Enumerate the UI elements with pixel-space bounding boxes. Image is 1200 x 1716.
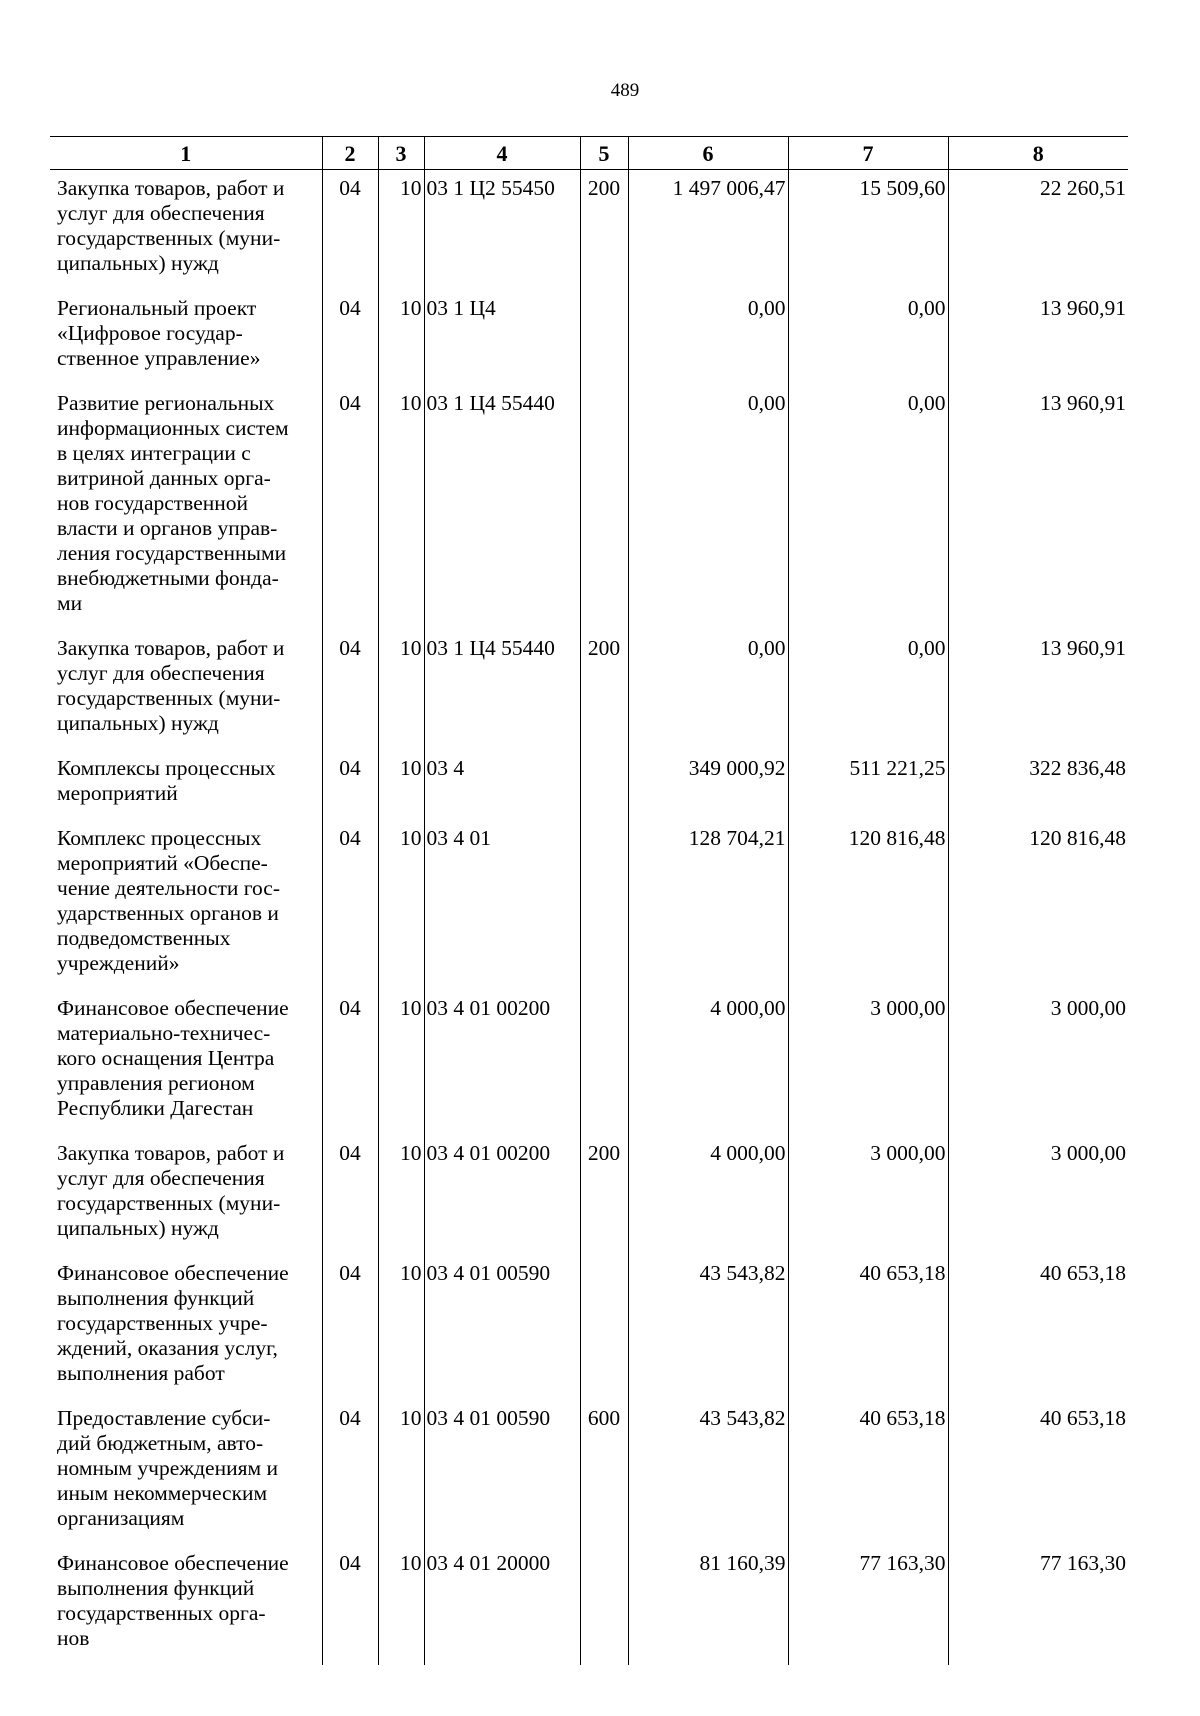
amount-column-6: 1 497 006,47 — [628, 170, 788, 291]
row-name-line: в целях интеграции с — [57, 441, 251, 465]
target-article-code: 03 4 01 00200 — [424, 990, 580, 1135]
table-row — [50, 385, 1128, 630]
row-name-line: Финансовое обеспечение — [57, 1261, 289, 1285]
column-header: 3 — [378, 137, 424, 170]
amount-column-7: 15 509,60 — [788, 170, 948, 291]
row-name-line: государственных (муни- — [57, 1191, 281, 1215]
expense-type-code — [580, 385, 628, 630]
target-article-code: 03 4 01 00590 — [424, 1255, 580, 1400]
amount-column-8: 3 000,00 — [948, 990, 1128, 1135]
table-row — [50, 750, 1128, 820]
row-name-line: ударственных органов и — [57, 901, 279, 925]
expense-type-code: 200 — [580, 170, 628, 291]
row-name-line: Комплексы процессных — [57, 756, 276, 780]
row-name — [50, 170, 322, 291]
table-body — [50, 170, 1128, 1666]
expense-type-code — [580, 1545, 628, 1665]
row-name — [50, 990, 322, 1135]
amount-column-7: 77 163,30 — [788, 1545, 948, 1665]
amount-column-6: 4 000,00 — [628, 990, 788, 1135]
row-name — [50, 290, 322, 385]
row-name-line: ственное управление» — [57, 346, 261, 370]
expense-type-code — [580, 990, 628, 1135]
table-row — [50, 820, 1128, 990]
header-row — [50, 137, 1128, 170]
column-header: 4 — [424, 137, 580, 170]
section-code: 04 — [322, 1545, 378, 1665]
table-row — [50, 630, 1128, 750]
expense-type-code: 200 — [580, 630, 628, 750]
row-name — [50, 1255, 322, 1400]
row-name-line: услуг для обеспечения — [57, 1166, 265, 1190]
row-name-line: нов — [57, 1626, 90, 1650]
section-code: 04 — [322, 1135, 378, 1255]
target-article-code: 03 1 Ц2 55450 — [424, 170, 580, 291]
row-name — [50, 630, 322, 750]
amount-column-8: 322 836,48 — [948, 750, 1128, 820]
table-row — [50, 1255, 1128, 1400]
amount-column-8: 120 816,48 — [948, 820, 1128, 990]
row-name-line: выполнения функций — [57, 1286, 255, 1310]
row-name-line: ми — [57, 591, 83, 615]
row-name — [50, 385, 322, 630]
row-name-line: Закупка товаров, работ и — [57, 176, 285, 200]
subsection-code: 10 — [378, 820, 424, 990]
row-name-line: внебюджетными фонда- — [57, 566, 279, 590]
table-row — [50, 1135, 1128, 1255]
row-name-line: Закупка товаров, работ и — [57, 636, 285, 660]
subsection-code: 10 — [378, 990, 424, 1135]
row-name-line: государственных (муни- — [57, 686, 281, 710]
amount-column-8: 13 960,91 — [948, 630, 1128, 750]
row-name-line: подведомственных — [57, 926, 231, 950]
column-header: 2 — [322, 137, 378, 170]
row-name-line: Финансовое обеспечение — [57, 996, 289, 1020]
column-header: 8 — [948, 137, 1128, 170]
row-name-line: нов государственной — [57, 491, 249, 515]
amount-column-7: 40 653,18 — [788, 1255, 948, 1400]
subsection-code: 10 — [378, 1400, 424, 1545]
row-name-line: учреждений» — [57, 951, 180, 975]
row-name-line: «Цифровое государ- — [57, 321, 243, 345]
expense-type-code — [580, 820, 628, 990]
table-row — [50, 1545, 1128, 1665]
amount-column-7: 120 816,48 — [788, 820, 948, 990]
row-name-line: дий бюджетным, авто- — [57, 1431, 264, 1455]
expense-type-code: 200 — [580, 1135, 628, 1255]
amount-column-7: 3 000,00 — [788, 990, 948, 1135]
subsection-code: 10 — [378, 1135, 424, 1255]
amount-column-6: 43 543,82 — [628, 1255, 788, 1400]
row-name-line: ждений, оказания услуг, — [57, 1336, 278, 1360]
amount-column-6: 4 000,00 — [628, 1135, 788, 1255]
column-header: 6 — [628, 137, 788, 170]
page-number: 489 — [610, 80, 640, 101]
row-name-line: иным некоммерческим — [57, 1481, 268, 1505]
section-code: 04 — [322, 1255, 378, 1400]
target-article-code: 03 4 — [424, 750, 580, 820]
amount-column-6: 0,00 — [628, 385, 788, 630]
row-name-line: информационных систем — [57, 416, 289, 440]
row-name-line: Закупка товаров, работ и — [57, 1141, 285, 1165]
amount-column-8: 13 960,91 — [948, 290, 1128, 385]
row-name-line: Комплекс процессных — [57, 826, 262, 850]
subsection-code: 10 — [378, 750, 424, 820]
table-row — [50, 290, 1128, 385]
row-name-line: выполнения функций — [57, 1576, 255, 1600]
target-article-code: 03 4 01 00200 — [424, 1135, 580, 1255]
section-code: 04 — [322, 820, 378, 990]
row-name-line: Республики Дагестан — [57, 1096, 254, 1120]
row-name-line: кого оснащения Центра — [57, 1046, 275, 1070]
amount-column-8: 40 653,18 — [948, 1255, 1128, 1400]
column-header: 7 — [788, 137, 948, 170]
table-row — [50, 170, 1128, 291]
row-name-line: организациям — [57, 1506, 185, 1530]
amount-column-8: 40 653,18 — [948, 1400, 1128, 1545]
row-name-line: мероприятий — [57, 781, 178, 805]
amount-column-6: 0,00 — [628, 630, 788, 750]
table-row — [50, 990, 1128, 1135]
target-article-code: 03 1 Ц4 55440 — [424, 630, 580, 750]
section-code: 04 — [322, 170, 378, 291]
row-name-line: мероприятий «Обеспе- — [57, 851, 268, 875]
row-name-line: материально-техничес- — [57, 1021, 271, 1045]
subsection-code: 10 — [378, 290, 424, 385]
row-name-line: государственных орга- — [57, 1601, 266, 1625]
amount-column-7: 3 000,00 — [788, 1135, 948, 1255]
amount-column-7: 0,00 — [788, 630, 948, 750]
row-name — [50, 1135, 322, 1255]
row-name-line: государственных (муни- — [57, 226, 281, 250]
amount-column-6: 349 000,92 — [628, 750, 788, 820]
expense-type-code — [580, 290, 628, 385]
subsection-code: 10 — [378, 1255, 424, 1400]
amount-column-7: 40 653,18 — [788, 1400, 948, 1545]
section-code: 04 — [322, 1400, 378, 1545]
amount-column-8: 3 000,00 — [948, 1135, 1128, 1255]
amount-column-7: 0,00 — [788, 385, 948, 630]
row-name — [50, 750, 322, 820]
target-article-code: 03 4 01 20000 — [424, 1545, 580, 1665]
subsection-code: 10 — [378, 630, 424, 750]
subsection-code: 10 — [378, 385, 424, 630]
row-name-line: ципальных) нужд — [57, 251, 219, 275]
section-code: 04 — [322, 290, 378, 385]
budget-table — [50, 136, 1128, 1665]
target-article-code: 03 1 Ц4 55440 — [424, 385, 580, 630]
amount-column-8: 77 163,30 — [948, 1545, 1128, 1665]
row-name-line: Финансовое обеспечение — [57, 1551, 289, 1575]
amount-column-7: 511 221,25 — [788, 750, 948, 820]
row-name — [50, 1400, 322, 1545]
expense-type-code: 600 — [580, 1400, 628, 1545]
amount-column-6: 43 543,82 — [628, 1400, 788, 1545]
row-name-line: государственных учре- — [57, 1311, 268, 1335]
section-code: 04 — [322, 990, 378, 1135]
column-header: 1 — [50, 137, 322, 170]
target-article-code: 03 1 Ц4 — [424, 290, 580, 385]
row-name-line: витриной данных орга- — [57, 466, 271, 490]
row-name-line: услуг для обеспечения — [57, 661, 265, 685]
expense-type-code — [580, 1255, 628, 1400]
expense-type-code — [580, 750, 628, 820]
row-name-line: ления государственными — [57, 541, 287, 565]
row-name-line: номным учреждениям и — [57, 1456, 278, 1480]
amount-column-6: 128 704,21 — [628, 820, 788, 990]
row-name-line: ципальных) нужд — [57, 1216, 219, 1240]
row-name — [50, 1545, 322, 1665]
amount-column-7: 0,00 — [788, 290, 948, 385]
column-header: 5 — [580, 137, 628, 170]
target-article-code: 03 4 01 — [424, 820, 580, 990]
row-name-line: услуг для обеспечения — [57, 201, 265, 225]
amount-column-8: 13 960,91 — [948, 385, 1128, 630]
row-name-line: ципальных) нужд — [57, 711, 219, 735]
amount-column-6: 0,00 — [628, 290, 788, 385]
amount-column-8: 22 260,51 — [948, 170, 1128, 291]
table-row — [50, 1400, 1128, 1545]
target-article-code: 03 4 01 00590 — [424, 1400, 580, 1545]
row-name-line: Развитие региональных — [57, 391, 275, 415]
row-name-line: Предоставление субси- — [57, 1406, 271, 1430]
section-code: 04 — [322, 385, 378, 630]
row-name-line: выполнения работ — [57, 1361, 225, 1385]
row-name-line: чение деятельности гос- — [57, 876, 281, 900]
section-code: 04 — [322, 630, 378, 750]
section-code: 04 — [322, 750, 378, 820]
subsection-code: 10 — [378, 170, 424, 291]
row-name — [50, 820, 322, 990]
amount-column-6: 81 160,39 — [628, 1545, 788, 1665]
subsection-code: 10 — [378, 1545, 424, 1665]
row-name-line: власти и органов управ- — [57, 516, 278, 540]
row-name-line: Региональный проект — [57, 296, 257, 320]
row-name-line: управления регионом — [57, 1071, 255, 1095]
